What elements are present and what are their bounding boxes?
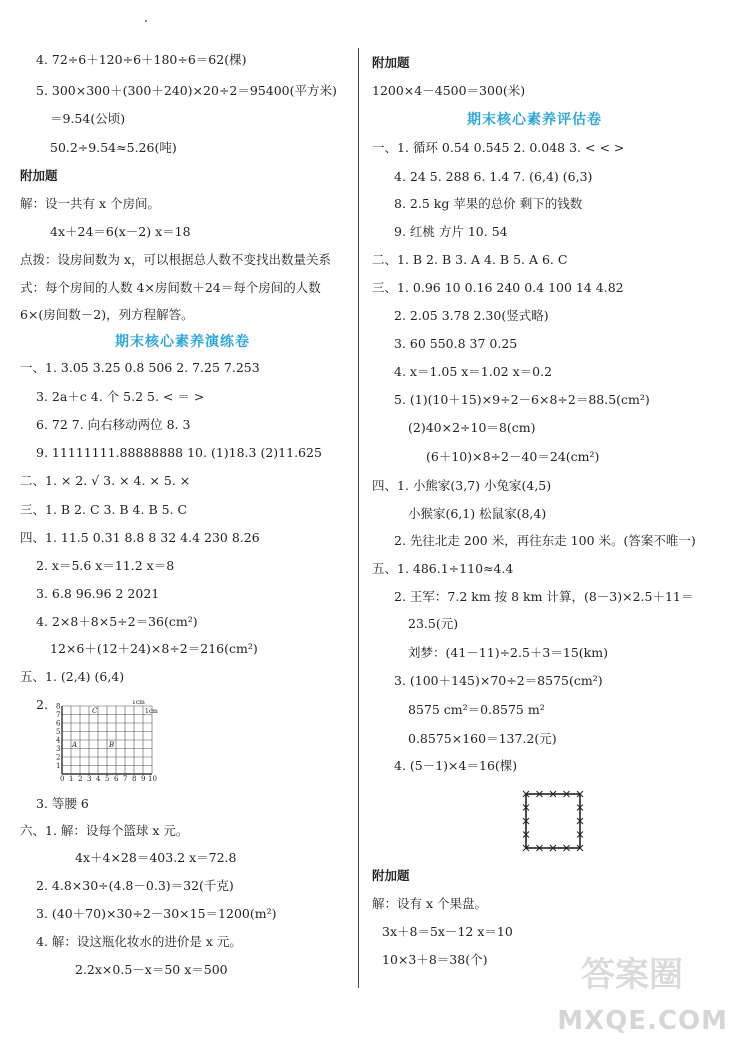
y-tick: 1 (56, 762, 61, 770)
x-tick: 8 (132, 775, 137, 782)
y-tick: 6 (56, 719, 61, 728)
speck (145, 20, 147, 22)
answer-line: 小猴家(6,1) 松鼠家(8,4) (408, 506, 547, 521)
answer-line: 9. 11111111.88888888 10. (1)18.3 (2)11.625 (36, 445, 322, 460)
x-tick: 9 (141, 775, 146, 782)
column-divider (358, 48, 359, 988)
answer-line: 5. (1)(10＋15)×9÷2－6×8÷2＝88.5(cm²) (394, 392, 650, 407)
answer-line: 解：设一共有 x 个房间。 (20, 196, 160, 211)
y-tick: 3 (56, 745, 61, 753)
section-heading: 附加题 (372, 868, 410, 883)
answer-line: 3x＋8＝5x－12 x＝10 (382, 924, 513, 939)
answer-line: 2. 先往北走 200 米，再往东走 100 米。(答案不唯一) (394, 533, 696, 548)
point-label: B (109, 741, 115, 749)
x-tick: 2 (78, 775, 83, 782)
answer-line: 2. 王军：7.2 km 按 8 km 计算，(8－3)×2.5＋11＝ (394, 589, 694, 604)
hint-line: 6×(房间数－2)，列方程解答。 (20, 307, 194, 322)
x-tick: 4 (96, 775, 101, 782)
answer-line: (2)40×2÷10＝8(cm) (408, 420, 536, 435)
tree-square-figure (520, 788, 586, 854)
x-tick: 7 (123, 775, 128, 782)
answer-line: 一、1. 3.05 3.25 0.8 506 2. 7.2̇5̇ 7.253 (20, 360, 260, 375)
answer-line: 1200×4－4500＝300(米) (372, 83, 526, 98)
answer-line: 8575 cm²＝0.8575 m² (408, 702, 545, 717)
answer-line: 5. 300×300＋(300＋240)×20÷2＝95400(平方米) (36, 83, 337, 98)
answer-line: 五、1. 486.1÷110≈4.4 (372, 561, 514, 576)
answer-line: 9. 红桃 方片 10. 54 (394, 224, 508, 239)
section-heading: 附加题 (372, 55, 410, 70)
x-tick: 3 (87, 775, 92, 782)
answer-line: 二、1. × 2. √ 3. × 4. × 5. × (20, 473, 191, 488)
section-title: 期末核心素养演练卷 (115, 334, 250, 350)
answer-line: 3. 6.8 96.96 2 2021 (36, 586, 160, 601)
x-tick: 5 (105, 775, 110, 782)
answer-line: 三、1. B 2. C 3. B 4. B 5. C (20, 502, 188, 517)
y-tick: 8 (56, 702, 61, 711)
answer-line: 23.5(元) (408, 616, 459, 631)
answer-line: 3. (100＋145)×70÷2＝8575(cm²) (394, 673, 603, 688)
scale-label: 1cm (132, 700, 145, 706)
answer-line: 3. 2a＋c 4. 个 5.2 5. < ＝ > (36, 389, 205, 404)
point-label: A (72, 741, 78, 749)
answer-line: 2. 2.05 3.78 2.30(竖式略) (394, 308, 549, 323)
answer-line: 四、1. 小熊家(3,7) 小兔家(4,5) (372, 478, 552, 493)
answer-line: 3. (40＋70)×30÷2－30×15＝1200(m²) (36, 906, 277, 921)
answer-line: 2.2x×0.5－x＝50 x＝500 (75, 962, 228, 977)
answer-line: ＝9.54(公顷) (50, 111, 126, 126)
answer-line: 6. 72 7. 向右移动两位 8. 3 (36, 417, 191, 432)
answer-line: 4. 24 5. 288 6. 1.4 7. (6,4) (6,3) (394, 169, 593, 184)
hint-line: 式：每个房间的人数 4×房间数＋24＝每个房间的人数 (20, 280, 321, 295)
answer-line: 刘梦：(41－11)÷2.5＋3＝15(km) (408, 645, 608, 660)
x-tick: 0 (60, 775, 65, 782)
answer-line: 10×3＋8＝38(个) (382, 952, 488, 967)
x-tick: 1 (69, 775, 74, 782)
answer-line: 12×6＋(12＋24)×8÷2＝216(cm²) (50, 641, 258, 656)
answer-line: 3. 60 550.8 37 0.25 (394, 336, 518, 351)
answer-line: 4. 2×8＋8×5÷2＝36(cm²) (36, 614, 198, 629)
y-tick: 4 (56, 736, 61, 745)
answer-line: 二、1. B 2. B 3. A 4. B 5. A 6. C (372, 252, 568, 267)
answer-line: 一、1. 循环 0.5̇4̇ 0.545 2. 0.048 3. < < > (372, 140, 625, 155)
answer-line: 2. x＝5.6 x＝11.2 x＝8 (36, 558, 175, 573)
section-heading: 附加题 (20, 168, 58, 183)
answer-line: 三、1. 0.96 10 0.16 240 0.4 100 14 4.82 (372, 280, 624, 295)
answer-line: 4. (5－1)×4＝16(棵) (394, 758, 518, 773)
answer-line: 8. 2.5 kg 苹果的总价 剩下的钱数 (394, 196, 583, 211)
answer-line: 四、1. 11.5 0.31 8.8 8 32 4.4 230 8.26 (20, 530, 260, 545)
answer-line: 六、1. 解：设每个篮球 x 元。 (20, 823, 189, 838)
answer-line: 4. 解：设这瓶化妆水的进价是 x 元。 (36, 934, 242, 949)
answer-line: 3. 等腰 6 (36, 796, 89, 811)
answer-line: 2. (36, 697, 48, 712)
answer-line: 4. x＝1.05 x＝1.02 x＝0.2 (394, 364, 553, 379)
answer-line: 50.2÷9.54≈5.26(吨) (50, 140, 177, 155)
watermark-logo: 答案圈 (581, 955, 683, 995)
scale-label: 1cm (145, 708, 158, 715)
answer-line: 五、1. (2,4) (6,4) (20, 669, 125, 684)
point-label: C (92, 707, 98, 715)
y-tick: 2 (56, 753, 61, 762)
x-tick: 6 (114, 775, 119, 782)
answer-line: 4. 72÷6＋120÷6＋180÷6＝62(棵) (36, 52, 247, 67)
answer-line: 4x＋24＝6(x－2) x＝18 (50, 224, 191, 239)
y-tick: 5 (56, 728, 61, 736)
answer-line: 2. 4.8×30÷(4.8－0.3)＝32(千克) (36, 878, 234, 893)
section-title: 期末核心素养评估卷 (467, 112, 602, 128)
answer-line: 0.8575×160＝137.2(元) (408, 731, 557, 746)
answer-line: (6＋10)×8÷2－40＝24(cm²) (426, 449, 600, 464)
x-tick: 10 (148, 775, 157, 782)
watermark-text: MXQE.COM (557, 1006, 728, 1036)
y-tick: 7 (56, 711, 61, 719)
answer-line: 4x＋4×28＝403.2 x＝72.8 (75, 850, 237, 865)
coordinate-grid-figure (48, 700, 158, 782)
hint-line: 点拨：设房间数为 x，可以根据总人数不变找出数量关系 (20, 252, 332, 267)
answer-line: 解：设有 x 个果盘。 (372, 896, 487, 911)
